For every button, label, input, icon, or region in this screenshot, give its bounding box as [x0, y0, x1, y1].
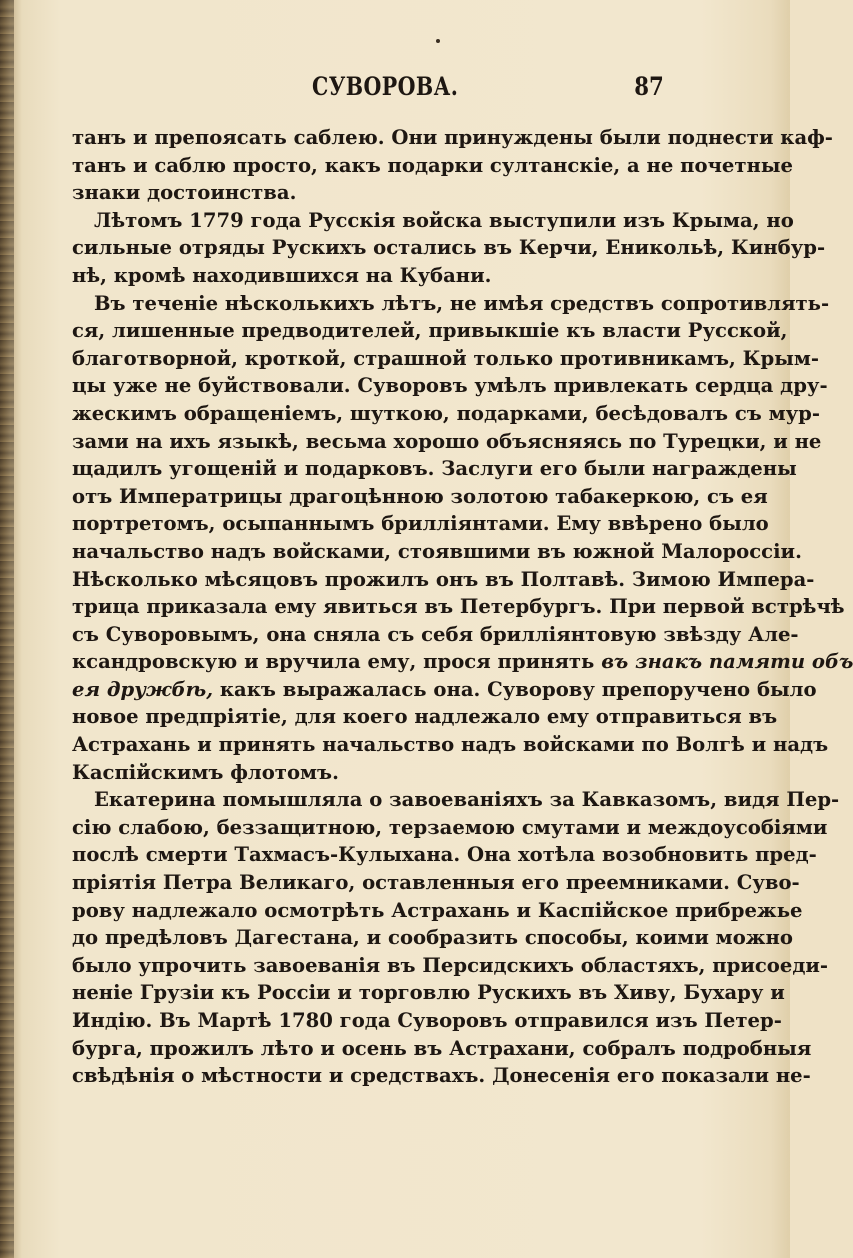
body-text: [72, 124, 853, 1090]
text-line: танъ и препоясать саблею. Они принуждены были поднести каф-: [72, 126, 833, 149]
text-line: свѣдѣнія о мѣстности и средствахъ. Донесенія его показали не-: [72, 1064, 811, 1088]
text-line: Астрахань и принять начальство надъ войсками по Волгѣ и надъ: [72, 733, 829, 757]
text-line: трица приказала ему явиться въ Петербургъ. При первой встрѣчѣ: [72, 595, 845, 619]
italic-phrase: въ знакъ памяти объ: [601, 650, 853, 674]
text-line: Екатерина помышляла о завоеваніяхъ за Кавказомъ, видя Пер-: [94, 788, 840, 812]
text-line: начальство надъ войсками, стоявшими въ южной Малороссіи.: [72, 539, 802, 563]
text-line: пріятія Петра Великаго, оставленныя его преемниками. Суво-: [72, 871, 800, 895]
text-line: ея дружбѣ, какъ выражалась она. Суворову препоручено было: [72, 677, 817, 701]
text-line: благотворной, кроткой, страшной только противникамъ, Крым-: [72, 346, 820, 370]
page-header: [72, 68, 668, 108]
text-line: новое предпріятіе, для коего надлежало ему отправиться въ: [72, 705, 778, 729]
text-line: Въ теченіе нѣсколькихъ лѣтъ, не имѣя средствъ сопротивлять-: [94, 291, 830, 315]
text-line: цы уже не буйствовали. Суворовъ умѣлъ привлекать сердца дру-: [72, 374, 828, 398]
text-line: сильные отряды Рускихъ остались въ Керчи, Еникольѣ, Кинбур-: [72, 236, 826, 260]
italic-phrase: ея дружбѣ,: [72, 677, 214, 701]
running-title: СУВОРОВА.: [312, 72, 459, 101]
text-line: жескимъ обращеніемъ, шуткою, подарками, бесѣдовалъ съ мур-: [72, 401, 821, 425]
print-dot-mark: [436, 39, 440, 43]
binding-edge: [0, 0, 14, 1258]
text-line: отъ Императрицы драгоцѣнною золотою табакеркою, съ ея: [72, 484, 768, 508]
text-line: портретомъ, осыпаннымъ бриллiянтами. Ему ввѣрено было: [72, 512, 769, 536]
text-line: Индію. Въ Мартѣ 1780 года Суворовъ отправился изъ Петер-: [72, 1009, 782, 1032]
text-line: бурга, прожилъ лѣто и осень въ Астрахани, собралъ подробныя: [72, 1036, 812, 1060]
text-line: неніе Грузіи къ Россіи и торговлю Рускихъ въ Хиву, Бухару и: [72, 981, 785, 1005]
text-line: щадилъ угощеній и подарковъ. Заслуги его были награждены: [72, 457, 797, 481]
text-line: Нѣсколько мѣсяцовъ прожилъ онъ въ Полтавѣ. Зимою Импера-: [72, 567, 815, 591]
text-line: сію слабою, беззащитною, терзаемою смутами и междоусобіями: [72, 815, 828, 839]
text-line: было упрочить завоеванія въ Персидскихъ областяхъ, присоеди-: [72, 953, 829, 977]
text-line: рову надлежало осмотрѣть Астрахань и Каспійское прибрежье: [72, 898, 803, 922]
text-line: послѣ смерти Тахмасъ-Кулыхана. Она хотѣла возобновить пред-: [72, 843, 817, 867]
text-line: знаки достоинства.: [72, 181, 297, 205]
text-line: Каспійскимъ флотомъ.: [72, 760, 339, 784]
text-line: нѣ, кромѣ находившихся на Кубани.: [72, 263, 492, 287]
text-line: ся, лишенные предводителей, привыкшіе къ власти Русской,: [72, 319, 788, 343]
text-line: Лѣтомъ 1779 года Русскія войска выступили изъ Крыма, но: [94, 208, 794, 232]
page-number: 87: [634, 72, 664, 101]
text-line: зами на ихъ языкѣ, весьма хорошо объясняясь по Турецки, и не: [72, 429, 822, 453]
text-line: танъ и саблю просто, какъ подарки султанскіе, а не почетные: [72, 153, 793, 177]
text-line: ксандровскую и вручила ему, прося принять въ знакъ памяти объ: [72, 650, 853, 674]
text-line: до предѣловъ Дагестана, и сообразить способы, коими можно: [72, 926, 793, 950]
text-line: съ Суворовымъ, она сняла съ себя бриллiянтовую звѣзду Але-: [72, 622, 799, 646]
